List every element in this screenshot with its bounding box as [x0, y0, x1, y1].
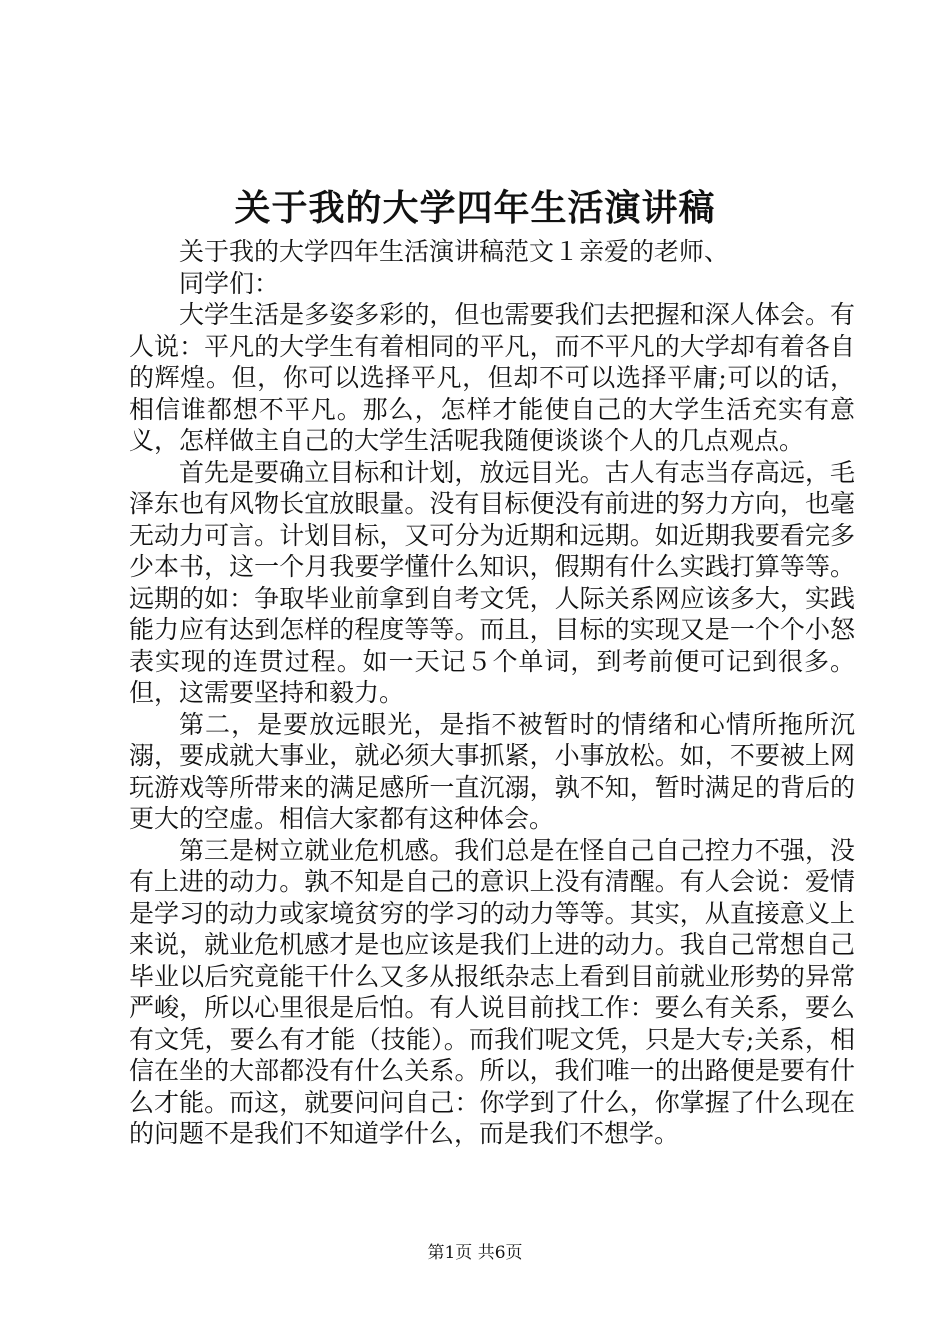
paragraph: 第二，是要放远眼光，是指不被暂时的情绪和心情所拖所沉溺，要成就大事业，就必须大事抓紧，小事放松。如，不要被上网玩游戏等所带来的满足感所一直沉溺，孰不知，暂时满足的背后的更大的空虚。相信大家都有这种体会。	[129, 709, 855, 833]
paragraph: 同学们：	[179, 268, 280, 298]
paragraph: 第三是树立就业危机感。我们总是在怪自己自己控力不强，没有上进的动力。孰不知是自己的意识上没有清醒。有人会说：爱情是学习的动力或家境贫穷的学习的动力等等。其实，从直接意义上来说，就业危机感才是也应该是我们上进的动力。我自己常想自己毕业以后究竟能干什么又多从报纸杂志上看到目前就业形势的异常严峻，所以心里很是后怕。有人说目前找工作：要么有关系，要么有文凭，要么有才能（技能）。而我们呢文凭，只是大专;关系，相信在坐的大部都没有什么关系。所以，我们唯一的出路便是要有什么才能。而这，就要问问自己：你学到了什么，你掌握了什么现在的问题不是我们不知道学什么，而是我们不想学。	[129, 835, 855, 1148]
paragraph: 关于我的大学四年生活演讲稿范文１亲爱的老师、	[179, 237, 730, 266]
document-title: 关于我的大学四年生活演讲稿	[234, 187, 716, 229]
document-body	[129, 236, 855, 1150]
paragraph: 首先是要确立目标和计划，放远目光。古人有志当存高远，毛泽东也有风物长宜放眼量。没有目标便没有前进的努力方向，也毫无动力可言。计划目标，又可分为近期和远期。如近期我要看完多少本书，这一个月我要学懂什么知识，假期有什么实践打算等等。远期的如：争取毕业前拿到自考文凭，人际关系网应该多大，实践能力应有达到怎样的程度等等。而且，目标的实现又是一个个小怒表实现的连贯过程。如一天记５个单词，到考前便可记到很多。但，这需要坚持和毅力。	[129, 457, 855, 707]
paragraph: 大学生活是多姿多彩的，但也需要我们去把握和深人体会。有人说：平凡的大学生有着相同的平凡，而不平凡的大学却有着各自的辉煌。但，你可以选择平凡，但却不可以选择平庸;可以的话，相信谁都想不平凡。那么，怎样才能使自己的大学生活充实有意义，怎样做主自己的大学生活呢我随便谈谈个人的几点观点。	[129, 300, 855, 455]
page-footer: 第1页 共6页	[427, 1243, 523, 1263]
